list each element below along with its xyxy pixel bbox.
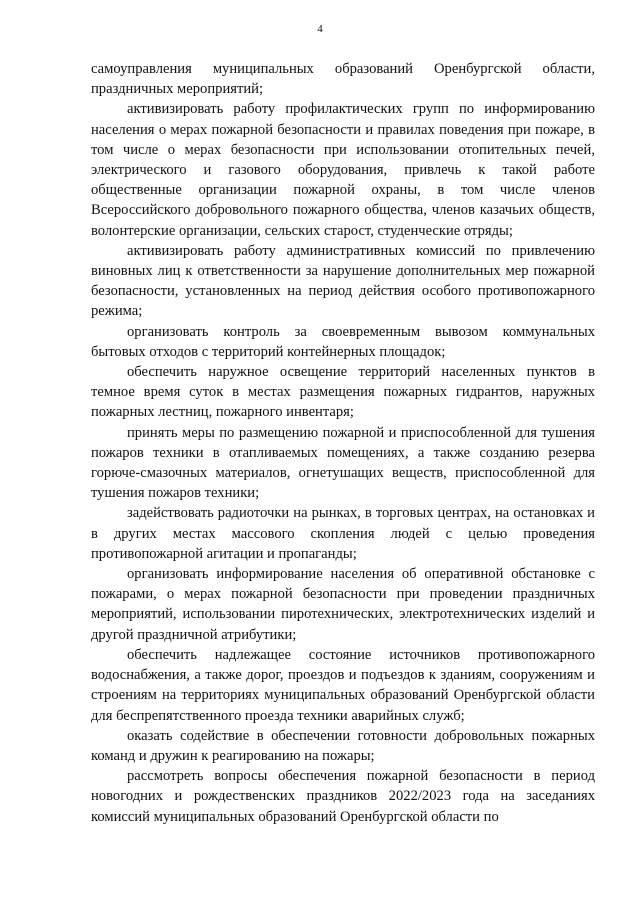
paragraph-radio-points: задействовать радиоточки на рынках, в торговых центрах, на остановках и в других местах массового скопления людей с целью проведения противопожарной агитации и пропаганды;: [91, 505, 595, 562]
paragraph-fire-equipment: принять меры по размещению пожарной и приспособленной для тушения пожаров техники в отапливаемых помещениях, а также созданию резерва горюче-смазочных материалов, огнетушащих веществ, приспособленной для тушения пожаров техники;: [91, 424, 595, 502]
paragraph-continuation: самоуправления муниципальных образований Оренбургской области, праздничных мероприятий;: [91, 61, 595, 98]
paragraph-waste-removal: организовать контроль за своевременным вывозом коммунальных бытовых отходов с территорий контейнерных площадок;: [91, 323, 595, 360]
paragraph-administrative-commissions: активизировать работу административных комиссий по привлечению виновных лиц к ответственности за нарушение дополнительных мер пожарной безопасности, установленных на период действия особого противопожарного режима;: [91, 242, 595, 320]
document-body: [91, 59, 595, 827]
paragraph-public-informing: организовать информирование населения об оперативной обстановке с пожарами, о мерах пожарной безопасности при проведении праздничных мероприятий, использовании пиротехнических, электротехнических изделий и другой праздничной атрибутики;: [91, 566, 595, 643]
paragraph-prevention-groups: активизировать работу профилактических групп по информированию населения о мерах пожарной безопасности и правилах поведения при пожаре, в том числе о мерах безопасности при использовании отопительных печей, электрического и газового оборудования, привлечь к такой работе общественные организации пожарной охраны, в том числе членов Всероссийского добровольного пожарного общества, членов казачьих обществ, волонтерские организации, сельских старост, студенческие отряды;: [91, 101, 595, 239]
page-number: 4: [317, 23, 323, 35]
paragraph-holiday-safety: рассмотреть вопросы обеспечения пожарной безопасности в период новогодних и рождественских праздников 2022/2023 года на заседаниях комиссий муниципальных образований Оренбургской области по: [91, 768, 595, 825]
paragraph-water-supply: обеспечить надлежащее состояние источников противопожарного водоснабжения, а также дорог, проездов и подъездов к зданиям, сооружениям и строениям на территориях муниципальных образований Оренбургской области для беспрепятственного проезда техники аварийных служб;: [91, 646, 595, 724]
paragraph-volunteer-teams: оказать содействие в обеспечении готовности добровольных пожарных команд и дружин к реагированию на пожары;: [91, 727, 595, 764]
paragraph-street-lighting: обеспечить наружное освещение территорий населенных пунктов в темное время суток в местах размещения пожарных гидрантов, наружных пожарных лестниц, пожарного инвентаря;: [91, 364, 595, 421]
